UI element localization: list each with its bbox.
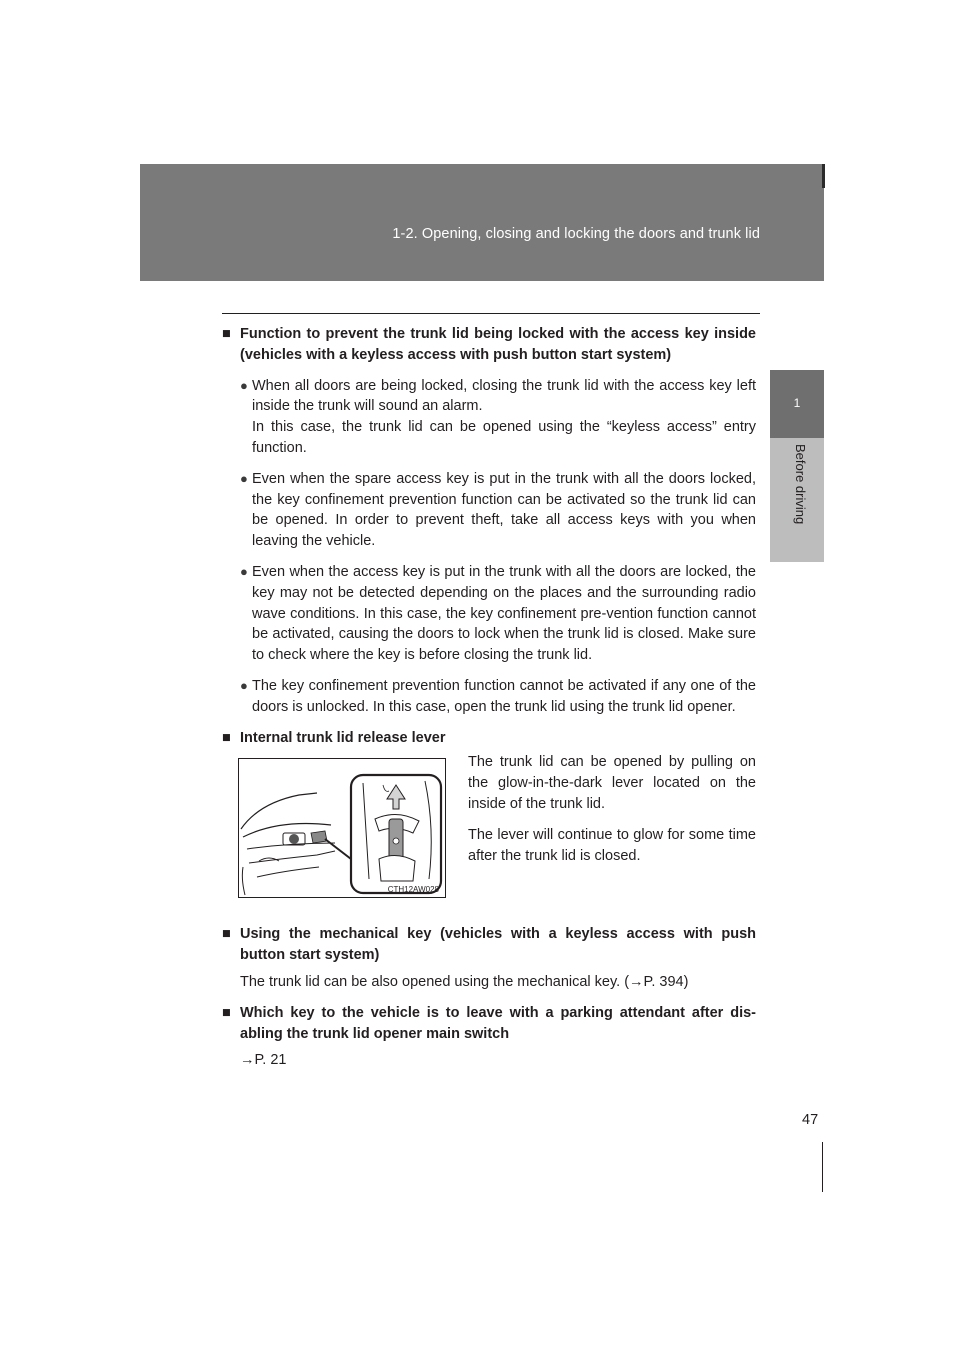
- chapter-number: 1: [793, 396, 801, 410]
- attendant-section-title: ■ Which key to the vehicle is to leave with a parking attendant after dis-abling the trunk lid opener main switch: [222, 1003, 756, 1045]
- crop-mark-top: [822, 164, 825, 188]
- list-item: ● Even when the spare access key is put in the trunk with all the doors locked, the key confinement prevention function can be activated so the trunk lid can be opened. In order to prevent theft, take all access keys with you when leaving the vehicle.: [240, 469, 756, 552]
- square-bullet-icon: ■: [222, 926, 231, 943]
- page-number: 47: [802, 1112, 819, 1128]
- trunk-lever-illustration: [238, 758, 446, 898]
- section-header-title: 1-2. Opening, closing and locking the doors and trunk lid: [392, 226, 760, 242]
- square-bullet-icon: ■: [222, 326, 231, 342]
- chapter-tab-number[interactable]: [770, 370, 824, 438]
- top-rule: [222, 313, 760, 314]
- lever-block: [222, 754, 756, 910]
- list-item: ● Even when the access key is put in the trunk with all the doors are locked, the key may not be detected depending on the places and the surrounding radio wave conditions. In this case, the key confinement pre-vention function cannot be activated, causing the doors to lock when the trunk lid is closed. Make sure to check where the key is before closing the trunk lid.: [240, 562, 756, 666]
- chapter-tab-label[interactable]: [770, 438, 824, 562]
- lever-description: The trunk lid can be opened by pulling on the glow-in-the-dark lever located on the inside of the trunk lid. The lever will continue to glow for some time after the trunk lid is closed.: [468, 754, 756, 864]
- chapter-label: Before driving: [793, 444, 808, 525]
- list-item: ● The key confinement prevention function cannot be activated if any one of the doors is unlocked. In this case, open the trunk lid using the trunk lid opener.: [240, 676, 756, 718]
- page-reference-link[interactable]: →P. 21: [240, 1052, 287, 1069]
- page-content: [222, 324, 756, 1071]
- lever-section-title: ■ Internal trunk lid release lever: [222, 728, 756, 749]
- square-bullet-icon: ■: [222, 1004, 231, 1021]
- header-band: [140, 164, 824, 281]
- car-trunk-lever-icon: [239, 759, 445, 897]
- square-bullet-icon: ■: [222, 729, 231, 746]
- round-bullet-icon: ●: [240, 470, 248, 486]
- mechanical-text: The trunk lid can be also opened using the mechanical key. (→P. 394): [240, 973, 689, 990]
- round-bullet-icon: ●: [240, 677, 248, 693]
- mechanical-section-title: ■ Using the mechanical key (vehicles with a keyless access with push button start system): [222, 924, 756, 966]
- crop-mark-bottom: [822, 1142, 823, 1192]
- round-bullet-icon: ●: [240, 563, 248, 579]
- round-bullet-icon: ●: [240, 377, 248, 393]
- illustration-code: CTH12AW028: [387, 885, 439, 895]
- list-item: ● When all doors are being locked, closing the trunk lid with the access key left inside the trunk will sound an alarm. In this case, the trunk lid can be opened using the “keyless access” entry function.: [240, 376, 756, 459]
- keyless-section-title: ■ Function to prevent the trunk lid being locked with the access key inside (vehicles with a keyless access with push button start system): [222, 324, 756, 366]
